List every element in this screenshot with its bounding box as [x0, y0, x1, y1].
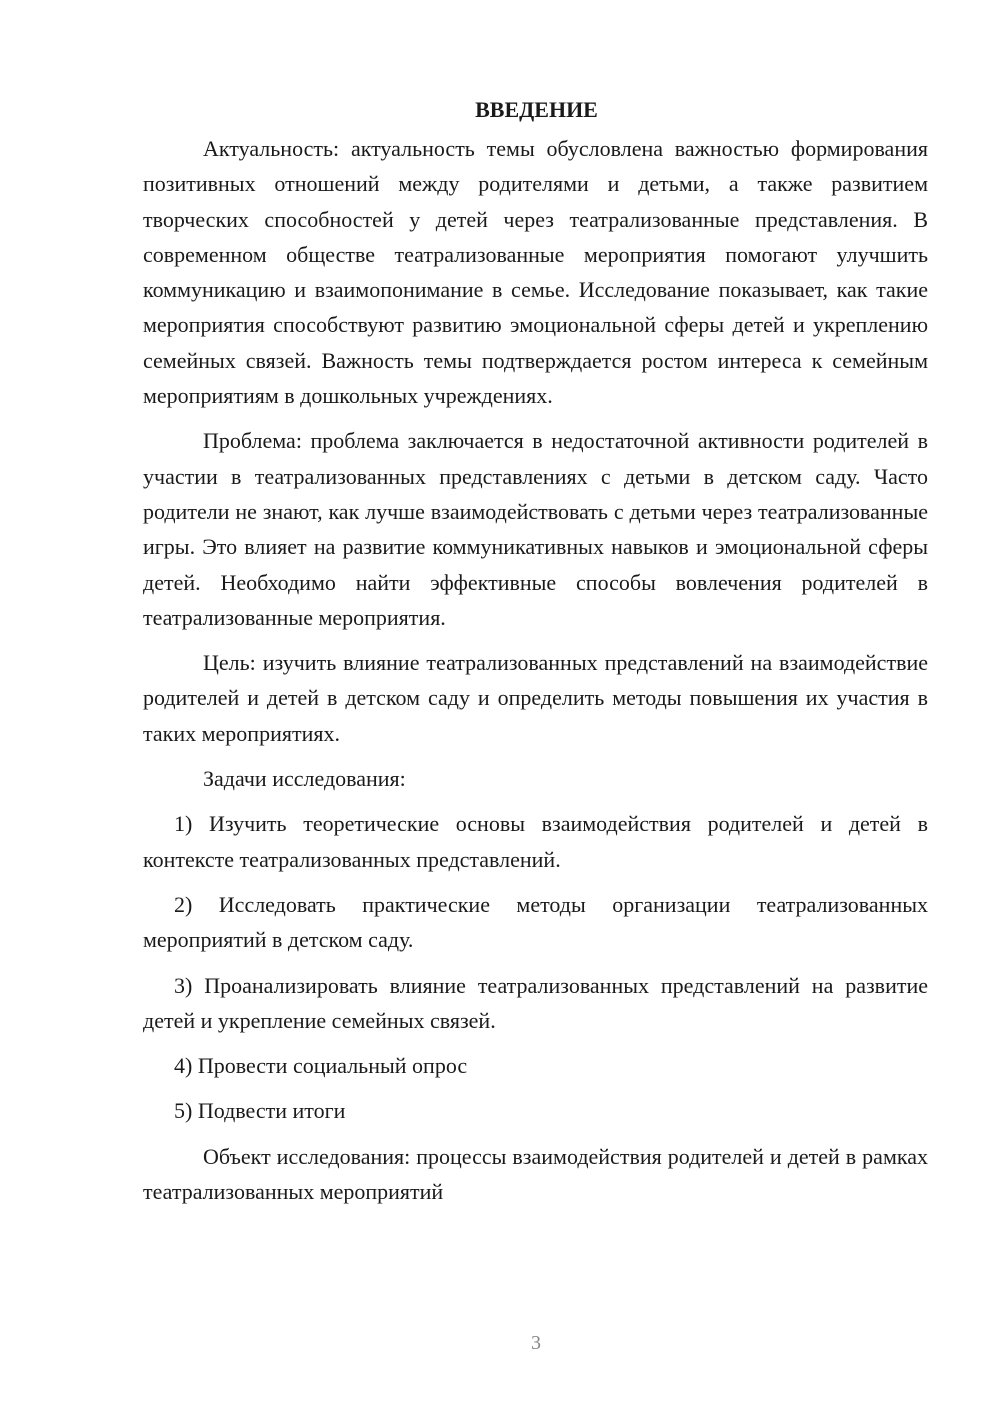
page-number: 3 [531, 1332, 541, 1354]
relevance-paragraph: Актуальность: актуальность темы обусловлена важностью формирования позитивных отношений между родителями и детьми, а также развитием творческих способностей у детей через театрализованные представления. В современном обществе театрализованные мероприятия помогают улучшить коммуникацию и взаимопонимание в семье. Исследование показывает, как такие мероприятия способствуют развитию эмоциональной сферы детей и укреплению семейных связей. Важность темы подтверждается ростом интереса к семейным мероприятиям в дошкольных учреждениях. [143, 136, 928, 409]
object-paragraph: Объект исследования: процессы взаимодействия родителей и детей в рамках театрализованных мероприятий [143, 1143, 928, 1205]
goal-paragraph: Цель: изучить влияние театрализованных представлений на взаимодействие родителей и детей в детском саду и определить методы повышения их участия в таких мероприятиях. [143, 650, 928, 746]
task-item-2: 2) Исследовать практические методы организации театрализованных мероприятий в детском саду. [143, 891, 928, 953]
document-page [143, 92, 928, 1219]
problem-paragraph: Проблема: проблема заключается в недостаточной активности родителей в участии в театрализованных представлениях с детьми в детском саду. Часто родители не знают, как лучше взаимодействовать с детьми через театрализованные игры. Это влияет на развитие коммуникативных навыков и эмоциональной сферы детей. Необходимо найти эффективные способы вовлечения родителей в театрализованные мероприятия. [143, 428, 928, 630]
task-item-1: 1) Изучить теоретические основы взаимодействия родителей и детей в контексте театрализованных представлений. [143, 811, 928, 872]
tasks-heading: Задачи исследования: [203, 766, 406, 792]
task-item-3: 3) Проанализировать влияние театрализованных представлений на развитие детей и укрепление семейных связей. [143, 972, 928, 1033]
section-title: ВВЕДЕНИЕ [475, 97, 598, 122]
task-item-5: 5) Подвести итоги [174, 1098, 346, 1124]
task-item-4: 4) Провести социальный опрос [174, 1053, 468, 1079]
